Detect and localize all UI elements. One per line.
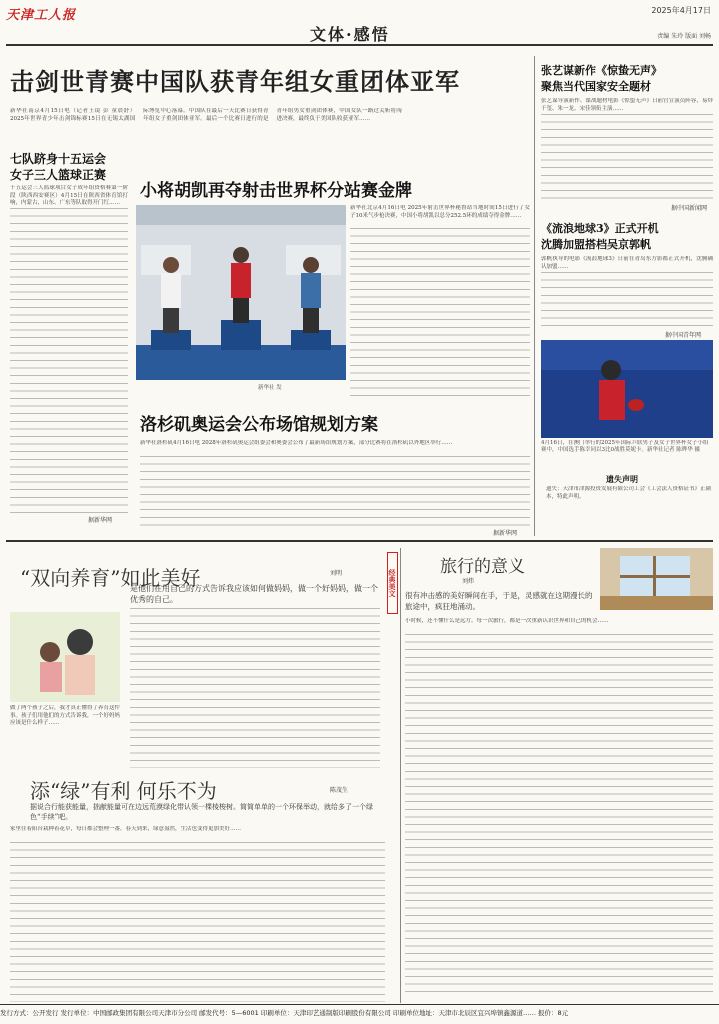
essay2-author: 刘炜 xyxy=(462,578,475,585)
la-body-continued xyxy=(140,456,530,526)
basketball-headline-1: 七队跻身十五运会 xyxy=(10,152,107,166)
essay1-body: 做了两个孩子之后，我才真正懂得了养育这件事。孩子们用他们的方式告诉我，一个好妈妈应该是什么样子…… xyxy=(10,705,120,727)
table-tennis-photo xyxy=(541,340,713,438)
zhang-byline: 据中国新闻网 xyxy=(671,205,708,212)
basketball-byline: 据新华网 xyxy=(88,517,113,524)
footer-rule xyxy=(0,1004,719,1005)
essay1-body-continued xyxy=(130,608,380,768)
essay2-body-continued xyxy=(405,634,713,999)
wandering-earth-body: 郭帆执导的电影《流浪地球3》日前在青岛东方影都正式开机，沈腾确认加盟…… xyxy=(541,256,713,270)
la-body: 新华社洛杉矶4月16日电 2028年洛杉矶奥运会组委会和奥委会公布了最新场馆规划方案，部分比赛将在洛杉矶以外地区举行…… xyxy=(140,440,453,446)
essay2-body: 小时候，还不懂什么是远方。每一次旅行，都是一次重新认识世界和自己的机会…… xyxy=(405,618,609,624)
section-title: 文体·感悟 xyxy=(310,25,390,44)
editor-line: 责编 朱玲 版面 刘畅 xyxy=(657,33,711,40)
basketball-headline-2: 女子三人篮球正赛 xyxy=(10,168,107,182)
wandering-earth-byline: 据中国青年网 xyxy=(665,332,702,339)
shooting-body-continued xyxy=(350,228,530,400)
wandering-earth-headline-1: 《流浪地球3》正式开机 xyxy=(541,222,659,235)
shooting-body: 新华社北京4月16日电 2025年射击世界杯秘鲁站当地时间15日进行了女子10米气步枪决赛，中国小将胡凯以总分252.5环的成绩夺得金牌…… xyxy=(350,205,530,219)
mother-child-illustration xyxy=(10,612,120,702)
essay3-body: 家里住着阳台栽种着花草，每日都会整理一番。春天到来，绿意盎然，生活也变得更加美好…… xyxy=(10,826,242,832)
notice-title: 遗失声明 xyxy=(606,474,638,484)
basketball-body: 十五运会三人篮球项目女子成年组资格赛第一阶段（陕西西安赛区）4月15日在陕西省体育馆打响，内蒙古、山东、广东等队取得开门红…… xyxy=(10,185,128,207)
essay1-lead: 是他们在用自己的方式告诉我应该如何做妈妈，做一个好妈妈，做一个优秀的自己。 xyxy=(130,584,378,604)
essay2-lead: 很有冲击感的美好瞬间在手，于是，灵感就在这期漫长的旅途中，疯狂地涌动。 xyxy=(405,591,593,611)
mid-rule xyxy=(6,540,713,542)
footer-info: 发行方式：公开发行 发行单位：中国邮政集团有限公司天津市分公司 邮发代号：5—6001 印刷单位：天津印艺通制版印刷股份有限公司 印刷单位地址：天津市北辰区宜兴埠镇鑫源道…… 报价：8元 xyxy=(0,1009,569,1017)
column-divider-2 xyxy=(400,548,401,1003)
la-byline: 据新华网 xyxy=(493,530,518,537)
essay3-title: 添“绿”有利 何乐不为 xyxy=(30,779,217,803)
award-ceremony-photo xyxy=(136,205,346,380)
zhang-body: 张艺谋导演新作、谍战题材电影《惊蛰无声》日前官宣演员阵容，易烊千玺、朱一龙、宋佳领衔主演…… xyxy=(541,98,713,112)
essay3-lead: 据说合行能获能量，拙献能量可在边远荒漠绿化带认领一棵棱梭树。简简单单的一个环保举动，就给多了一个绿色“手续”吧。 xyxy=(30,803,373,821)
issue-date: 2025年4月17日 xyxy=(651,6,711,15)
essay1-author: 刘明 xyxy=(330,570,343,577)
shooting-headline: 小将胡凯再夺射击世界杯分站赛金牌 xyxy=(140,181,412,201)
essay3-body-continued xyxy=(10,842,385,1002)
zhang-headline-1: 张艺谋新作《惊蛰无声》 xyxy=(541,64,662,77)
lead-body: 新华社南京4月15日电（记者王镜 彭 童晨舒）2025年世界青少年击剑锦标赛15日在无锡太湖国际博览中心落幕。中国队在最后一天比赛日获得青年组女子重剑团体亚军。最后一个比赛日进行的是青年组男女重剑团体赛，中国女队一路过关斩将闯进决赛，最终负于美国队收获亚军…… xyxy=(10,108,402,122)
essay1-title: “双向养育”如此美好 xyxy=(20,566,201,590)
wandering-earth-headline-2: 沈腾加盟搭档吴京郭帆 xyxy=(541,238,651,251)
essay2-title: 旅行的意义 xyxy=(440,557,525,577)
zhang-headline-2: 聚焦当代国家安全题材 xyxy=(541,80,651,93)
section-tag: 经典美文 xyxy=(387,552,398,614)
lead-headline: 击剑世青赛中国队获青年组女重团体亚军 xyxy=(10,67,460,96)
column-divider xyxy=(534,56,535,536)
zhang-body-continued xyxy=(541,114,713,204)
shooting-photo-caption: 新华社 发 xyxy=(258,385,282,391)
header-rule xyxy=(6,44,713,46)
la-headline: 洛杉矶奥运会公布场馆规划方案 xyxy=(140,415,378,435)
window-view-photo xyxy=(600,548,713,610)
basketball-body-continued xyxy=(10,208,128,513)
notice-body: 遗失：天津市津源投资发展有限公司工会《工会法人资格证书》正副本，特此声明。 xyxy=(546,486,711,500)
table-tennis-caption: 4月16日，在澳门举行的2025年国际乒联男子及女子世界杯女子小组赛中，中国选手陈幸同以3比0战胜莫妮卡。新华社记者 陈晔华 摄 xyxy=(541,440,709,453)
masthead-logo: 天津工人报 xyxy=(6,8,77,23)
essay3-author: 陈茂生 xyxy=(330,787,349,794)
wandering-earth-body-continued xyxy=(541,272,713,332)
